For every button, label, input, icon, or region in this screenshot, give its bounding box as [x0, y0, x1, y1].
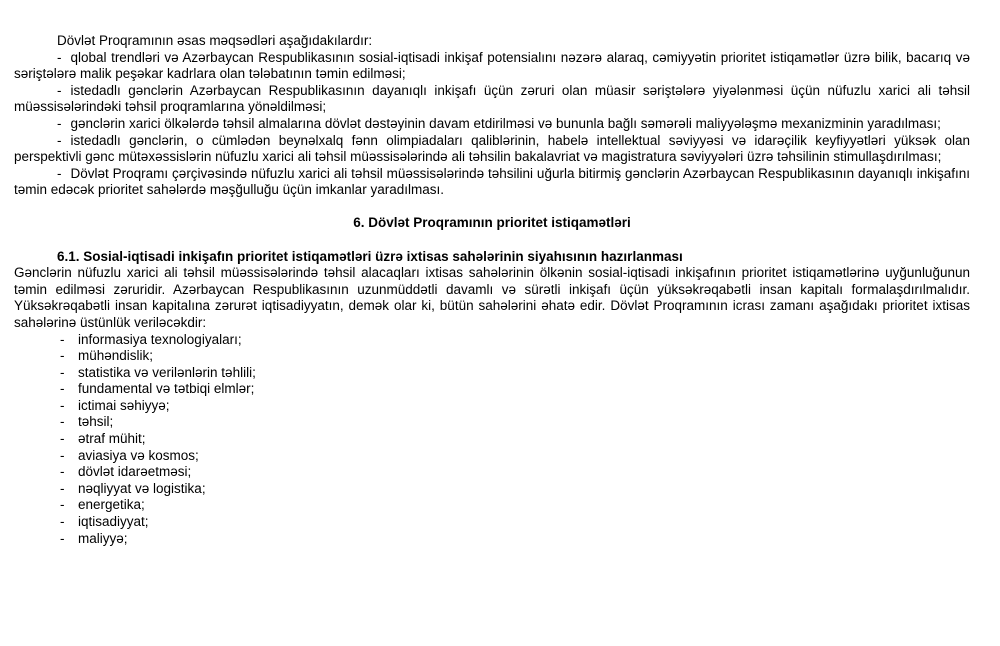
dash-marker: - — [57, 165, 62, 181]
priority-field-text: aviasiya və kosmos; — [78, 447, 199, 463]
intro-line: Dövlət Proqramının əsas məqsədləri aşağıdakılardır: — [57, 33, 373, 48]
subsection-heading: 6.1. Sosial-iqtisadi inkişafın prioritet istiqamətləri üzrə ixtisas sahələrinin siyahısının hazırlanması — [57, 248, 683, 264]
priority-field-item — [14, 481, 970, 498]
goals-list — [14, 50, 970, 199]
goal-paragraph — [14, 133, 970, 166]
priority-field-item — [14, 365, 970, 382]
dash-marker: - — [60, 381, 65, 397]
dash-marker: - — [60, 397, 65, 413]
dash-marker: - — [60, 497, 65, 513]
priority-field-text: iqtisadiyyat; — [78, 514, 149, 530]
dash-marker: - — [60, 364, 65, 380]
priority-fields-list — [14, 332, 970, 548]
goal-text: istedadlı gənclərin Azərbaycan Respublikasının dayanıqlı inkişafı üçün zəruri olan müasir səriştələrə yiyələnməsi üçün nüfuzlu xarici ali təhsil müəssisələrindəki təhsil proqramlarına yönəldilməsi; — [14, 82, 970, 115]
priority-field-item — [14, 348, 970, 365]
goal-paragraph — [14, 166, 970, 199]
goal-text: qlobal trendləri və Azərbaycan Respublikasının sosial-iqtisadi inkişaf potensialını nəzərə alaraq, cəmiyyətin prioritet istiqamətlər üzrə bilik, bacarıq və səriştələrə malik peşəkar kadrlara olan tələbatının təmin edilməsi; — [14, 49, 970, 82]
dash-marker: - — [60, 431, 65, 447]
dash-marker: - — [60, 464, 65, 480]
dash-marker: - — [60, 480, 65, 496]
dash-marker: - — [60, 530, 65, 546]
dash-marker: - — [60, 348, 65, 364]
priority-field-text: mühəndislik; — [78, 348, 154, 364]
goal-text: gənclərin xarici ölkələrdə təhsil almalarına dövlət dəstəyinin davam etdirilməsi və bununla bağlı səmərəli maliyyələşmə mexanizminin yaradılması; — [70, 115, 941, 131]
priority-field-item — [14, 464, 970, 481]
goal-paragraph — [14, 50, 970, 83]
priority-field-text: energetika; — [78, 497, 145, 513]
priority-field-item — [14, 414, 970, 431]
dash-marker: - — [57, 115, 62, 131]
priority-field-item — [14, 431, 970, 448]
dash-marker: - — [57, 132, 62, 148]
priority-field-item — [14, 497, 970, 514]
dash-marker: - — [57, 82, 62, 98]
priority-field-item — [14, 332, 970, 349]
dash-marker: - — [60, 447, 65, 463]
priority-field-item — [14, 531, 970, 548]
dash-marker: - — [60, 514, 65, 530]
section-heading: 6. Dövlət Proqramının prioritet istiqamətləri — [353, 214, 631, 230]
dash-marker: - — [57, 49, 62, 65]
priority-field-text: ictimai səhiyyə; — [78, 397, 170, 413]
priority-field-text: fundamental və tətbiqi elmlər; — [78, 381, 255, 397]
goal-text: Dövlət Proqramı çərçivəsində nüfuzlu xarici ali təhsil müəssisələrində təhsilini uğurla bitirmiş gənclərin Azərbaycan Respublikasının dayanıqlı inkişafını təmin edəcək prioritet sahələrdə məşğulluğu üçün imkanlar yaradılması. — [14, 165, 970, 198]
priority-field-text: ətraf mühit; — [78, 431, 146, 447]
priority-field-text: dövlət idarəetməsi; — [78, 464, 192, 480]
priority-field-text: təhsil; — [78, 414, 114, 430]
priority-field-text: nəqliyyat və logistika; — [78, 480, 206, 496]
priority-field-item — [14, 448, 970, 465]
priority-field-text: statistika və verilənlərin təhlili; — [78, 364, 256, 380]
goal-paragraph — [14, 116, 970, 133]
goal-paragraph — [14, 83, 970, 116]
priority-field-item — [14, 381, 970, 398]
priority-field-item — [14, 398, 970, 415]
goal-text: istedadlı gənclərin, o cümlədən beynəlxalq fənn olimpiadaları qaliblərinin, habelə intellektual səviyyəsi və idarəçilik keyfiyyətləri yüksək olan perspektivli gənc mütəxəssislərin nüfuzlu xarici ali təhsil müəssisələrində ali təhsilin bakalavriat və magistratura səviyyələri üzrə təhsilinin stimullaşdırılması; — [14, 132, 970, 165]
dash-marker: - — [60, 414, 65, 430]
dash-marker: - — [60, 331, 65, 347]
subsection-paragraph: Gənclərin nüfuzlu xarici ali təhsil müəssisələrində təhsil alacaqları ixtisas sahələrinin ölkənin sosial-iqtisadi inkişafının prioritet istiqamətlərinə uyğunluğunun təmin edilməsi zəruridir. Azərbaycan Respublikasının uzunmüddətli davamlı və sürətli inkişafı üçün yüksəkrəqabətli insan kapitalı formalaşdırılmalıdır. Yüksəkrəqabətli insan kapitalına zərurət iqtisadiyyatın, demək olar ki, bütün sahələrini əhatə edir. Dövlət Proqramının icrası zamanı aşağıdakı prioritet ixtisas sahələrinə üstünlük veriləcəkdir: — [14, 265, 970, 330]
priority-field-text: maliyyə; — [78, 530, 128, 546]
priority-field-item — [14, 514, 970, 531]
priority-field-text: informasiya texnologiyaları; — [78, 331, 242, 347]
